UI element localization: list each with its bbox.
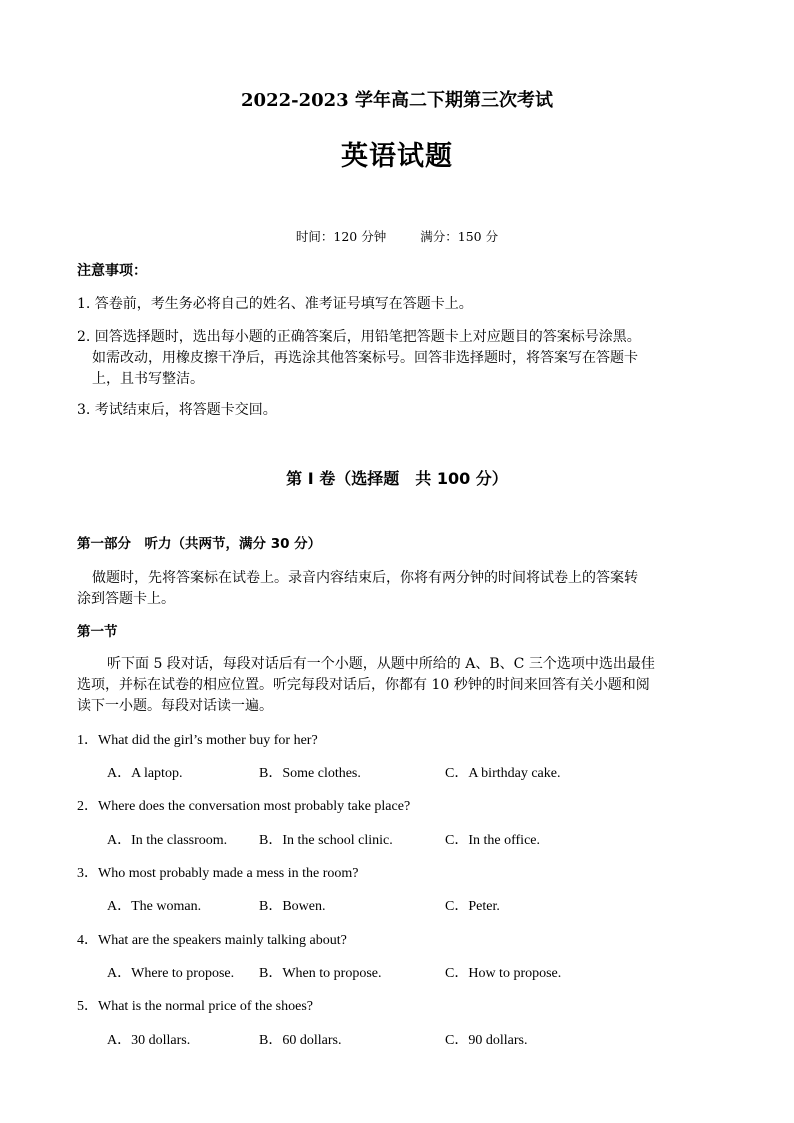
- question-3-option-b: B．Bowen.: [259, 899, 326, 914]
- question-number: 4．: [77, 933, 98, 948]
- volume-title: 第 I 卷（选择题 共 100 分）: [286, 469, 508, 488]
- part1-intro-line2: 涂到答题卡上。: [77, 591, 175, 607]
- question-number: 5．: [77, 999, 98, 1014]
- notice-item-2-line2: 如需改动，用橡皮擦干净后，再选涂其他答案标号。回答非选择题时，将答案写在答题卡: [92, 350, 638, 366]
- exam-meta: [0, 227, 794, 245]
- question-2-option-a: A．In the classroom.: [107, 833, 228, 848]
- question-text: Who most probably made a mess in the room?: [98, 866, 359, 881]
- question-2: [77, 795, 410, 815]
- exam-title: 2022-2023 学年高二下期第三次考试: [241, 90, 553, 111]
- section1-title: 第一节: [77, 624, 118, 640]
- question-1: [77, 729, 318, 749]
- question-text: What did the girl’s mother buy for her?: [98, 733, 318, 748]
- question-4-option-a: A．Where to propose.: [107, 966, 235, 981]
- section1-intro-line1: 听下面 5 段对话，每段对话后有一个小题，从题中所给的 A、B、C 三个选项中选出最佳: [107, 656, 655, 672]
- notice-item-3: 3. 考试结束后，将答题卡交回。: [77, 402, 277, 418]
- notice-heading: 注意事项：: [77, 263, 147, 279]
- notice-item-2: 2. 回答选择题时，选出每小题的正确答案后，用铅笔把答题卡上对应题目的答案标号涂黑。: [77, 329, 641, 345]
- time-info: 时间：120 分钟: [295, 229, 387, 244]
- question-1-option-a: A．A laptop.: [107, 766, 183, 781]
- notice-item-1: 1. 答卷前，考生务必将自己的姓名、准考证号填写在答题卡上。: [77, 296, 473, 312]
- question-number: 2．: [77, 799, 98, 814]
- question-text: Where does the conversation most probably take place?: [98, 799, 411, 814]
- question-1-option-c: C．A birthday cake.: [445, 766, 561, 781]
- question-5-option-a: A．30 dollars.: [107, 1033, 191, 1048]
- question-3-option-a: A．The woman.: [107, 899, 202, 914]
- question-3: [77, 862, 359, 882]
- question-text: What are the speakers mainly talking about?: [98, 933, 347, 948]
- section1-intro-line3: 读下一小题。每段对话读一遍。: [77, 698, 273, 714]
- notice-item-2-line3: 上，且书写整洁。: [92, 371, 204, 387]
- question-number: 1．: [77, 733, 98, 748]
- question-4: [77, 929, 347, 949]
- section1-intro-line2: 选项，并标在试卷的相应位置。听完每段对话后，你都有 10 秒钟的时间来回答有关小题和阅: [77, 677, 650, 693]
- score-info: 满分：150 分: [420, 229, 499, 244]
- question-1-option-b: B．Some clothes.: [259, 766, 361, 781]
- part1-title: 第一部分 听力（共两节，满分 30 分）: [77, 536, 322, 552]
- question-4-option-b: B．When to propose.: [259, 966, 382, 981]
- question-3-option-c: C．Peter.: [445, 899, 500, 914]
- question-4-option-c: C．How to propose.: [445, 966, 562, 981]
- question-text: What is the normal price of the shoes?: [98, 999, 313, 1014]
- question-number: 3．: [77, 866, 98, 881]
- question-2-option-b: B．In the school clinic.: [259, 833, 393, 848]
- question-5-option-c: C．90 dollars.: [445, 1033, 528, 1048]
- question-5-option-b: B．60 dollars.: [259, 1033, 342, 1048]
- question-2-option-c: C．In the office.: [445, 833, 540, 848]
- question-5: [77, 995, 313, 1015]
- part1-intro-line1: 做题时，先将答案标在试卷上。录音内容结束后，你将有两分钟的时间将试卷上的答案转: [92, 570, 638, 586]
- subject-title: 英语试题: [341, 141, 453, 172]
